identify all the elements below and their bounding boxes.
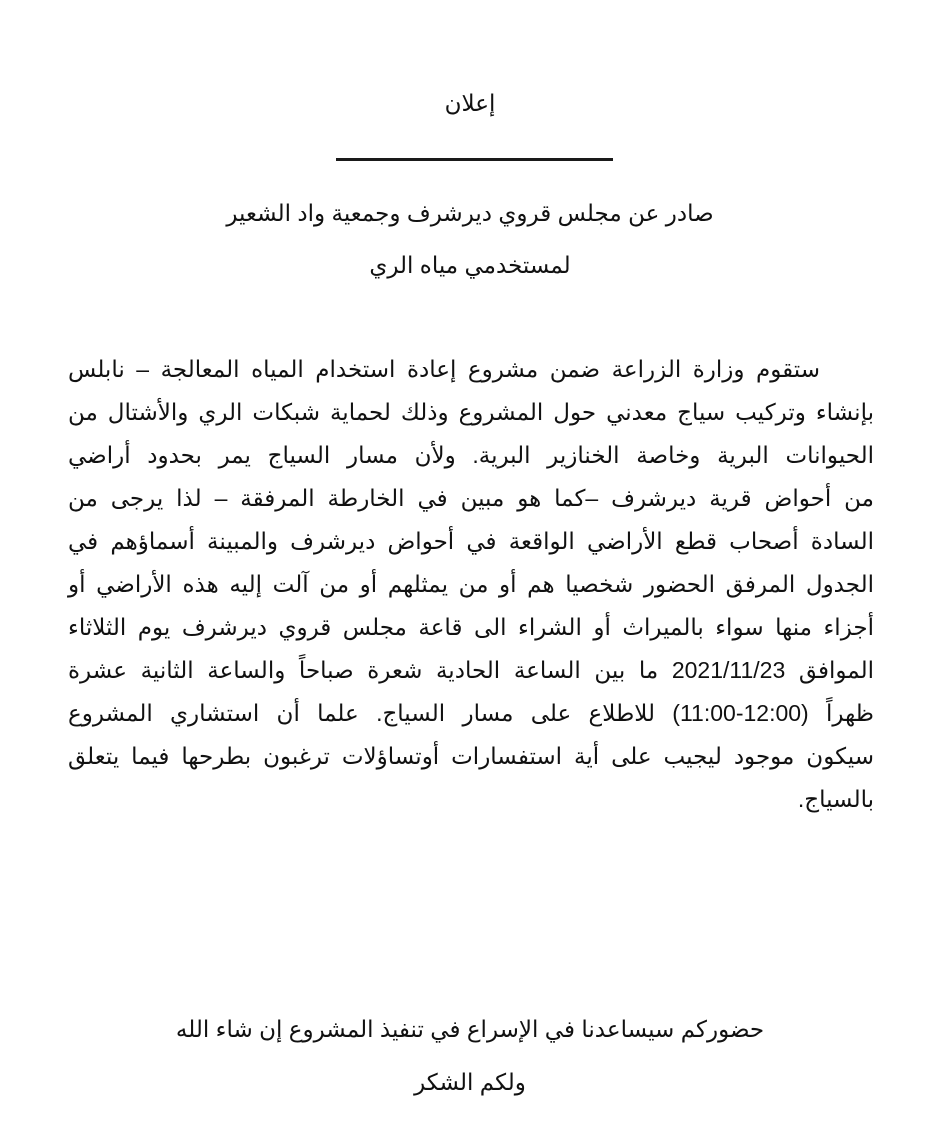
body-line: سيكون موجود ليجيب على أية استفسارات أوتساؤلات ترغبون بطرحها فيما يتعلق (68, 743, 874, 769)
closing-line: حضوركم سيساعدنا في الإسراع في تنفيذ المشروع إن شاء الله (175, 1016, 765, 1042)
body-line: الحيوانات البرية وخاصة الخنازير البرية. ولأن مسار السياج يمر بحدود أراضي (68, 442, 874, 468)
audience-line: لمستخدمي مياه الري (369, 252, 571, 278)
body-line: الجدول المرفق الحضور شخصيا هم أو من يمثلهم أو من آلت إليه هذه الأراضي أو (68, 571, 874, 597)
body-line: الموافق 2021/11/23 ما بين الساعة الحادية شعرة صباحاً والساعة الثانية عشرة (68, 657, 874, 683)
thanks-line: ولكم الشكر (414, 1069, 526, 1095)
body-line: بالسياج. (797, 786, 874, 812)
body-line: بإنشاء وتركيب سياج معدني حول المشروع وذلك لحماية شبكات الري والأشتال من (68, 399, 874, 425)
body-line: من أحواض قرية ديرشرف –كما هو مبين في الخارطة المرفقة – لذا يرجى من (68, 485, 874, 511)
announcement-title: إعلان (444, 90, 496, 116)
body-line: أجزاء منها سواء بالميراث أو الشراء الى قاعة مجلس قروي ديرشرف يوم الثلاثاء (68, 614, 874, 640)
announcement-body (68, 348, 874, 821)
title-underline-divider (336, 158, 613, 161)
issuer-line: صادر عن مجلس قروي ديرشرف وجمعية واد الشعير (226, 200, 714, 226)
body-line: السادة أصحاب قطع الأراضي الواقعة في أحواض ديرشرف والمبينة أسماؤهم في (68, 528, 874, 554)
body-line: ستقوم وزارة الزراعة ضمن مشروع إعادة استخدام المياه المعالجة – نابلس (68, 356, 820, 382)
body-line: ظهراً (12:00-11:00) للاطلاع على مسار السياج. علما أن استشاري المشروع (68, 700, 874, 726)
